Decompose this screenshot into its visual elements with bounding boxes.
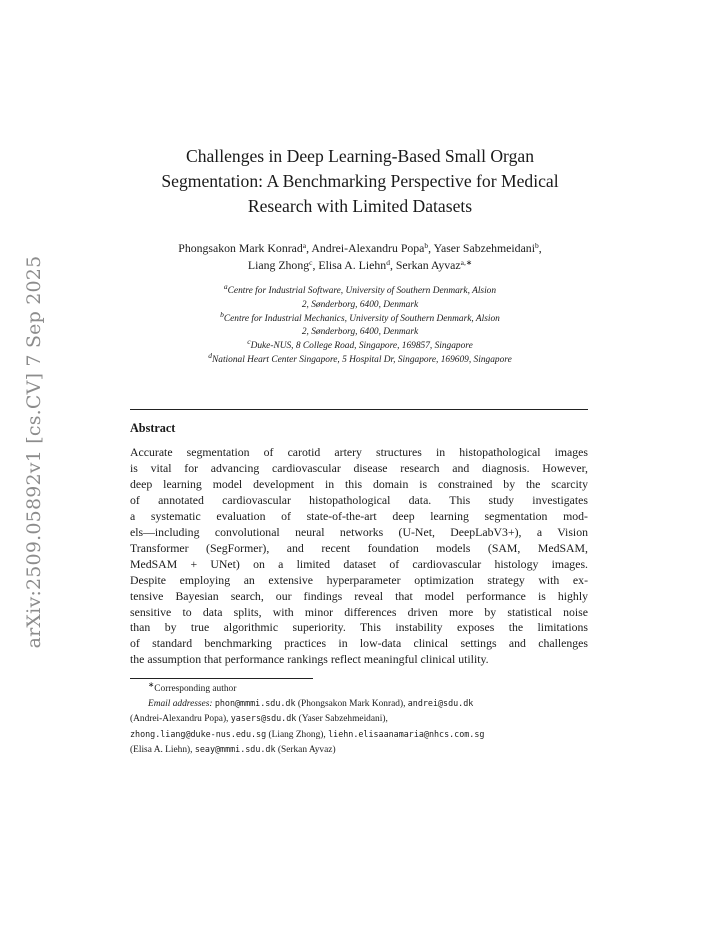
affiliation-text: Duke-NUS, 8 College Road, Singapore, 169857, Singapore (250, 341, 473, 352)
title-line-3: Research with Limited Datasets (247, 196, 473, 216)
email-owner: (Andrei-Alexandru Popa), (130, 714, 229, 725)
affiliation-text: Centre for Industrial Mechanics, University of Southern Denmark, Alsion (223, 313, 500, 324)
abstract-line: sensitive to data splits, with minor differences driven more by statistical noise (130, 604, 588, 619)
affiliation-c (140, 337, 580, 354)
email-owner: (Serkan Ayvaz) (277, 744, 336, 755)
email-link[interactable]: seay@mmmi.sdu.dk (194, 743, 276, 754)
author-affiliation-mark: b (535, 241, 539, 250)
abstract-heading: Abstract (130, 421, 176, 435)
abstract-line: Transformer (SegFormer), and recent foundation models (SAM, MedSAM, (130, 540, 588, 555)
abstract-body (130, 445, 588, 668)
author-list (120, 240, 600, 274)
author-name: Liang Zhong (247, 258, 310, 272)
email-owner: (Yaser Sabzehmeidani), (298, 714, 388, 725)
email-link[interactable]: yasers@sdu.dk (230, 713, 297, 724)
affiliation-d (140, 350, 580, 368)
email-line-1 (130, 696, 590, 711)
email-owner: (Elisa A. Liehn), (130, 744, 193, 755)
affiliation-text: Centre for Industrial Software, University of Southern Denmark, Alsion (227, 286, 497, 296)
author-name: Elisa A. Liehn (318, 258, 387, 272)
corresponding-author-text: Corresponding author (154, 684, 237, 694)
abstract-line: Despite employing an extensive hyperparameter optimization strategy with ex- (130, 572, 588, 587)
email-label: Email addresses: (148, 699, 213, 710)
title-line-1: Challenges in Deep Learning-Based Small Organ (185, 146, 535, 166)
paper-title (110, 144, 610, 219)
email-link[interactable]: phon@mmmi.sdu.dk (214, 698, 296, 709)
abstract-line: than by true algorithmic superiority. This instability exposes the limitations (130, 620, 588, 635)
footnotes (130, 682, 590, 757)
author-line-1: Phongsakon Mark Konrad$^a$, Andrei-Alexandru Popa$^b$, Yaser Sabzehmeidani$^b$, (178, 241, 542, 255)
affiliation-mark: d (208, 350, 212, 360)
author-affiliation-mark: a,∗ (460, 258, 473, 267)
abstract-line: tensive Bayesian search, our findings reveal that model performance is highly (130, 588, 588, 603)
affiliation-text: National Heart Center Singapore, 5 Hospital Dr, Singapore, 169609, Singapore (212, 354, 512, 365)
author-affiliation-mark: b (424, 241, 429, 250)
author-affiliation-mark: d (386, 258, 390, 267)
corresponding-mark: ∗ (148, 680, 155, 689)
abstract-line: is vital for advancing cardiovascular disease research and diagnosis. However, (130, 460, 588, 475)
author-name: Andrei-Alexandru Popa (311, 241, 425, 255)
corresponding-author-note (130, 682, 590, 696)
email-owner: (Liang Zhong), (268, 729, 326, 740)
author-affiliation-mark: a (302, 241, 307, 250)
title-line-2: Segmentation: A Benchmarking Perspective for Medical (161, 171, 559, 191)
affiliation-list (140, 282, 580, 368)
email-line-3 (130, 727, 590, 742)
affiliation-mark: c (247, 337, 251, 347)
email-link[interactable]: andrei@sdu.dk (407, 698, 474, 709)
affiliation-a-line-1 (140, 282, 580, 299)
author-affiliation-mark: c (309, 258, 313, 267)
affiliation-b-line-2: 2, Sønderborg, 6400, Denmark (301, 327, 419, 338)
abstract-line: of standard benchmarking practices in low-data clinical settings and challenges (130, 636, 588, 651)
abstract-line: a systematic evaluation of state-of-the-art deep learning segmentation mod- (130, 508, 588, 523)
abstract-line: deep learning model development in this domain is constrained by the scarcity (130, 476, 588, 491)
affiliation-mark: b (220, 309, 224, 319)
abstract-line: the assumption that performance rankings reflect meaningful clinical utility. (130, 652, 489, 667)
affiliation-a-line-2: 2, Sønderborg, 6400, Denmark (301, 299, 419, 310)
affiliation-mark: a (223, 282, 228, 291)
abstract-line: MedSAM + UNet) on a limited dataset of cardiovascular histology images. (130, 556, 588, 571)
author-line-2: Liang Zhong$^c$, Elisa A. Liehn$^d$, Serkan Ayvaz$^{a,∗}$ (247, 258, 473, 272)
email-link[interactable]: zhong.liang@duke-nus.edu.sg (130, 728, 267, 739)
author-name: Serkan Ayvaz (395, 258, 461, 272)
email-owner: (Phongsakon Mark Konrad), (297, 699, 406, 710)
email-link[interactable]: liehn.elisaanamaria@nhcs.com.sg (328, 728, 485, 739)
footnote-divider (130, 678, 313, 679)
email-line-4 (130, 742, 590, 757)
author-name: Yaser Sabzehmeidani (433, 241, 535, 255)
section-divider (130, 409, 588, 410)
author-name: Phongsakon Mark Konrad (178, 241, 303, 255)
email-line-2 (130, 711, 590, 726)
abstract-line: els—including convolutional neural networks (U-Net, DeepLabV3+), a Vision (130, 524, 588, 539)
abstract-line: Accurate segmentation of carotid artery structures in histopathological images (130, 445, 588, 459)
abstract-line: of annotated cardiovascular histopathological data. This study investigates (130, 492, 588, 507)
arxiv-identifier[interactable]: arXiv:2509.05892v1 [cs.CV] 7 Sep 2025 (23, 255, 45, 649)
affiliation-b-line-1 (140, 309, 580, 327)
